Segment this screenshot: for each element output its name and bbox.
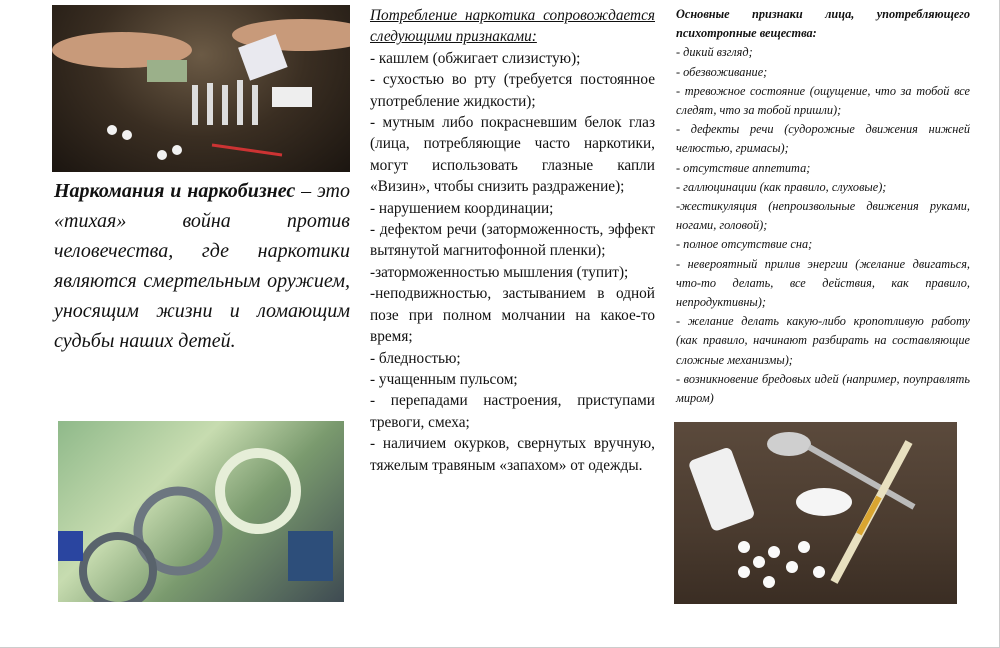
list-item: - бледностью; xyxy=(370,349,461,367)
list-item: - учащенным пульсом; xyxy=(370,370,518,388)
list-item: - возникновение бредовых идей (например, поуправлять миром) xyxy=(676,371,970,406)
list-item: - полное отсутствие сна; xyxy=(676,237,813,252)
list-item: - невероятный прилив энергии (желание двигаться, что-то делать, все действия, как правило, непродуктивны); xyxy=(676,256,970,310)
list-item: - дикий взгляд; xyxy=(676,45,753,60)
list-item: - дефекты речи (судорожные движения нижней челюстью, гримасы); xyxy=(676,122,970,156)
list-item: - дефектом речи (заторможенность, эффект вытянутой магнитофонной пленки); xyxy=(370,221,655,260)
photo-handcuffs-euro xyxy=(58,421,344,602)
list-item: -жестикуляция (непроизвольные движения руками, ногами, головой); xyxy=(676,199,970,233)
photo-hands-with-drugs xyxy=(52,5,350,172)
photo-pills-syringe-spoon xyxy=(674,422,957,604)
list-item: - нарушением координации; xyxy=(370,199,554,217)
signs-column xyxy=(676,5,970,408)
list-item: -неподвижностью, застыванием в одной позе при полном молчании на какое-то время; xyxy=(370,285,655,346)
list-item: - обезвоживание; xyxy=(676,64,768,79)
list-item: - тревожное состояние (ощущение, что за тобой все следят, что за тобой пришли); xyxy=(676,83,970,118)
list-item: - галлюцинации (как правило, слуховые); xyxy=(676,179,887,194)
intro-body: – это «тихая» война против человечества, где наркотики являются смертельным оружием, уносящим жизни и ломающим судьбы наших детей. xyxy=(54,180,350,352)
symptoms-column xyxy=(370,5,655,476)
list-item: - наличием окурков, свернутых вручную, тяжелым травяным «запахом» от одежды. xyxy=(370,435,655,474)
list-item: - отсутствие аппетита; xyxy=(676,160,811,175)
list-item: - сухостью во рту (требуется постоянное употребление жидкости); xyxy=(370,71,655,110)
list-item: - желание делать какую-либо кропотливую работу (как правило, начинают разбирать на составляющие сложные механизмы); xyxy=(676,314,970,367)
symptoms-heading: Потребление наркотика сопровождается следующими признаками: xyxy=(370,7,655,46)
list-item: - мутным либо покрасневшим белок глаз (лица, потребляющие часто наркотики, могут использовать глазные капли «Визин», чтобы снизить раздражение); xyxy=(370,114,655,196)
intro-text xyxy=(54,176,350,356)
list-item: - кашлем (обжигает слизистую); xyxy=(370,49,581,67)
list-item: - перепадами настроения, приступами тревоги, смеха; xyxy=(370,392,655,431)
intro-title: Наркомания и наркобизнес xyxy=(54,180,296,202)
signs-heading: Основные признаки лица, употребляющего психотропные вещества: xyxy=(676,7,970,41)
list-item: -заторможенностью мышления (тупит); xyxy=(370,263,629,281)
